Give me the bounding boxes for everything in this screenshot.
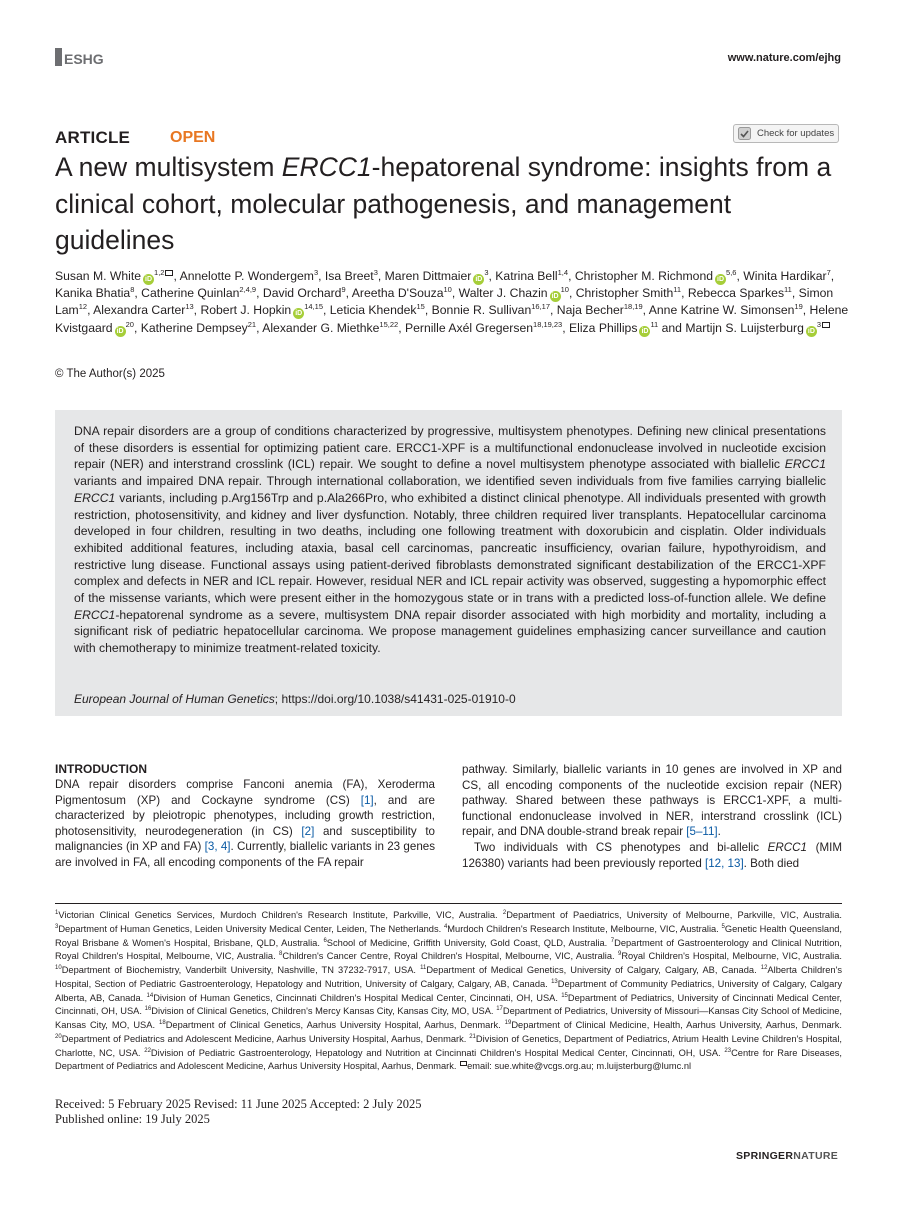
citation-line [74,692,516,706]
affiliation-number: 11 [784,285,792,295]
orcid-icon[interactable]: iD [116,327,124,335]
affiliation-number: 3 [484,267,489,277]
doi-link[interactable]: https://doi.org/10.1038/s41431-025-01910-0 [281,692,516,706]
author[interactable] [180,269,319,283]
author[interactable] [576,286,681,300]
citation-separator: ; [274,692,282,706]
society-logo [55,44,113,70]
author[interactable] [459,286,569,300]
affiliation-number: 18,19,23 [533,319,563,329]
author-name: Maren Dittmaier [384,269,472,283]
text-segment: DNA repair disorders comprise Fanconi anemia (FA), Xeroderma Pigmentosum (XP) and Cockayne syndrome (CS) [55,778,435,807]
reference-link[interactable]: [2] [301,824,315,838]
orcid-icon[interactable]: iD [551,293,559,301]
footnote-number: 10 [55,964,62,971]
text-segment: . Currently, biallelic variants in 23 genes are involved in FA, all encoding components of the FA repair [55,840,436,869]
open-access-label: OPEN [170,129,216,146]
affiliation-text: Department of Medical Genetics, University of Calgary, Calgary, AB, Canada. [426,965,761,975]
abstract-segment: -hepatorenal syndrome as a severe, multisystem DNA repair disorder associated with high morbidity and mortality, including a significant risk of pediatric hepatocellular carcinoma. We propose management guidelines emphasizing cancer surveillance and caution with chemotherapy to minimize treatment-related toxicity. [74,607,826,656]
affiliations-footnote [55,909,842,1074]
email-icon[interactable] [822,322,830,328]
affiliation-number: 13 [185,302,194,312]
author[interactable] [495,269,568,283]
orcid-icon[interactable]: iD [641,327,649,335]
affiliation-number: 3 [816,319,822,329]
text-segment: (MIM 126380) variants had been previously reported [462,840,843,870]
text-segment: . [717,825,721,839]
abstract-gene: ERCC1 [784,457,826,472]
affiliation-text: Division of Clinical Genetics, Children's Mercy Kansas City, Kansas City, MO, USA. [151,1006,497,1017]
affiliation-number: 8 [130,285,135,295]
received-revised-accepted: Received: 5 February 2025 Revised: 11 June 2025 Accepted: 2 July 2025 [55,1097,422,1111]
intro-paragraph-2 [462,840,842,871]
author[interactable] [405,321,562,335]
footnote-number: 3 [55,923,59,930]
author-name: Susan M. White [55,269,142,283]
affiliation-text: Department of Pediatrics, University of Missouri—Kansas City School of Medicine, Kansas City, MO, USA. [55,1006,842,1030]
footnote-number: 22 [144,1047,151,1054]
orcid-icon[interactable]: iD [145,276,153,283]
author-name: Winita Hardikar [743,269,827,283]
abstract-gene: ERCC1 [74,607,116,622]
author-name: Annelotte P. Wondergem [179,269,314,283]
copyright-notice: © The Author(s) 2025 [55,368,165,380]
footnote-number: 2 [502,909,507,916]
article-title [55,149,855,259]
affiliation-number: 18,19 [623,302,643,312]
author-name: Alexandra Carter [93,303,186,318]
email-icon [460,1061,467,1066]
author-name: Martijn S. Luijsterburg [685,320,804,335]
footnote-number: 15 [561,992,568,999]
footnote-number: 4 [443,923,448,930]
affiliation-text: Department of Human Genetics, Leiden University Medical Center, Leiden, The Netherlands. [58,923,444,934]
text-segment: , and are characterized by pleiotropic phenotypes, including growth restriction, photosensitivity, neurodegeneration (in CS) [55,793,435,838]
footnote-number: 12 [760,964,768,971]
reference-link[interactable]: [5–11] [686,825,718,839]
footnote-number: 5 [721,923,725,930]
author-name: Simon Lam [55,286,834,318]
affiliation-number: 14,15 [304,302,323,312]
footnote-number: 13 [551,978,558,985]
gene-name: ERCC1 [767,840,807,854]
footnote-number: 21 [469,1033,476,1040]
footnote-number: 8 [279,951,283,958]
footnote-number: 6 [323,937,327,944]
publisher-logo-part: NATURE [793,1150,839,1162]
footnote-number: 16 [144,1006,152,1013]
orcid-icon[interactable]: iD [717,276,725,283]
title-gene: ERCC1 [281,152,372,182]
introduction-heading: INTRODUCTION [55,762,147,776]
footnote-number: 18 [159,1019,166,1026]
publisher-logo [736,1150,838,1162]
author-conjunction: and [661,320,686,335]
footnote-number: 11 [420,964,427,971]
affiliation-text: Department of Paediatrics, University of Melbourne, Parkville, VIC, Australia. [506,910,842,920]
society-logo-text: ESHG [64,51,104,67]
author-name: David Orchard [262,286,342,301]
affiliation-text: Division of Human Genetics, Cincinnati Children's Hospital Medical Center, Cincinnati, OH, USA. [153,992,562,1003]
author[interactable] [263,286,346,300]
author-name: Christopher Smith [575,286,674,301]
affiliation-text: Genetic Health Queensland, Royal Brisbane & Women's Hospital, Brisbane, QLD, Australia. [55,923,842,948]
intro-column-left [55,777,435,871]
author-name: Areetha D'Souza [351,286,444,301]
publisher-logo-part: SPRINGER [736,1150,794,1162]
author-name: Leticia Khendek [329,303,417,318]
author-name: Isa Breet [324,269,374,283]
intro-paragraph-1a [55,777,435,871]
text-segment: and susceptibility to malignancies (in XP and FA) [55,824,435,854]
affiliation-number: 10 [560,285,569,295]
affiliation-number: 10 [443,285,452,295]
author[interactable] [262,321,398,335]
abstract-segment: variants and impaired DNA repair. Through international collaboration, we identified seven individuals from five families carrying biallelic [74,474,826,489]
affiliation-number: 3 [373,267,378,277]
title-part-1: A new multisystem [55,152,282,182]
author-name: Eliza Phillips [569,320,638,335]
author[interactable] [575,269,737,283]
affiliation-text: Children's Cancer Centre, Royal Children's Hospital, Melbourne, VIC, Australia. [282,951,618,962]
footnote-divider [55,903,842,904]
affiliation-text: Alberta Children's Hospital, Section of Pediatric Gastroenterology, Hepatology and Nutrition, University of Calgary, Calgary, AB, Canada. [55,965,842,989]
author-name: Rebecca Sparkes [687,286,785,301]
affiliation-number: 16,17 [531,302,551,312]
affiliation-text: Department of Gastroenterology and Clinical Nutrition, Royal Children's Hospital, Melbourne, VIC, Australia. [55,937,843,962]
correspondence-emails[interactable]: email: sue.white@vcgs.org.au; m.luijsterburg@lumc.nl [467,1061,692,1072]
author[interactable] [325,269,378,283]
abstract-gene: ERCC1 [74,490,116,505]
update-check-icon [738,127,751,140]
affiliation-number: 1,4 [557,267,569,277]
author[interactable] [141,286,256,300]
author[interactable] [141,321,256,335]
author[interactable] [352,286,452,300]
text-segment: . Both died [743,856,800,870]
affiliation-text: Department of Clinical Genetics, Aarhus University Hospital, Aarhus, Denmark. [165,1020,505,1030]
author[interactable] [330,303,425,317]
title-part-2: -hepatorenal syndrome: insights from a clinical cohort, molecular pathogenesis, and management guidelines [55,152,832,255]
affiliation-text: Department of Pediatrics and Adolescent Medicine, Aarhus University Hospital, Aarhus, Denmark. [61,1033,470,1044]
abstract-segment: variants, including p.Arg156Trp and p.Ala266Pro, who exhibited a distinct clinical phenotype. All individuals presented with growth restriction, photosensitivity, and kidney and liver dysfunction. Notably, three children required liver transplants. Hepatocellular carcinoma developed in four children, resulting in two deaths, including one following treatment with doxorubicin and cisplatin. Older individuals exhibited additional features, including ataxia, basal cell carcinomas, pancreatic insufficiency, ovarian failure, hypothyroidism, and restrictive lung disease. Functional assays using patient-derived fibroblasts demonstrated significant destabilization of the ERCC1-XPF complex and defects in NER and ICL repair. However, residual NER and ICL repair activity was observed, suggesting a hypomorphic effect of the missense variants, which were present either in the homozygous state or in trans with a predicted loss-of-function allele. We define [74,490,826,606]
abstract-text [74,423,826,657]
affiliation-text: Murdoch Children's Research Institute, Melbourne, VIC, Australia. [447,923,722,934]
author-name: Catherine Quinlan [141,286,240,301]
intro-column-right [462,762,842,871]
author[interactable] [569,321,658,335]
publication-dates [55,1097,421,1127]
affiliation-text: Royal Children's Hospital, Melbourne, VIC, Australia. [621,951,842,962]
author-list: Susan M. White iD$^{1,2}$ , Annelotte P. Wondergem$^3$, Isa Breet$^3$, Maren Dittmaier $iD^3$, Katrina Bell$^{1,4}$, Christopher M. Richmond iD$^{5,6}$, Winita Hardikar$^7$, Kanika Bhatia$^8$, Catherine Quinlan$^{2,4,9}$, David Orchard$^9$, Areetha D'Souza$^{10}$, Walter J. Chazin $iD^{10}$, Christopher Smith$^{11}$, Rebecca Sparkes$^{11}$, Simon Lam$^{12}$, Alexandra Carter$^{13}$, Robert J. Hopkin iD$^{14,15}$, Leticia Khendek$^{15}$, Bonnie R. Sullivan$^{16,17}$, Naja Becher$^{18,19}$, Anne Katrine W. Simonsen$^{19}$, Helene Kvistgaard $iD^{20}$, Katherine Dempsey$^{21}$, Alexander G. Miethke$^{15,22}$, Pernille Axél Gregersen$^{18,19,23}$, Eliza Phillips $iD^{11}$ and Martijn S. Luijsterburg $iD^3$ [55,267,849,335]
affiliation-text: Department of Pediatrics, University of Cincinnati Medical Center, Cincinnati, OH, USA. [55,992,842,1017]
author[interactable] [55,286,134,300]
author[interactable] [55,269,173,283]
author[interactable] [688,286,792,300]
footnote-number: 7 [610,937,615,944]
footnote-number: 17 [496,1006,503,1013]
affiliation-number: 5,6 [726,267,737,277]
text-segment: Two individuals with CS phenotypes and bi-allelic [474,840,768,854]
intro-paragraph-1b [462,762,842,840]
footnote-number: 20 [55,1033,62,1040]
affiliation-number: 12 [78,302,88,312]
affiliation-text: Division of Pediatric Gastroenterology, Hepatology and Nutrition at Cincinnati Children's Hospital Medical Center, Cincinnati, OH, USA. [150,1047,725,1058]
reference-link[interactable]: [1] [360,793,374,807]
citation-journal: European Journal of Human Genetics [74,692,275,706]
affiliation-number: 15,22 [379,319,399,329]
author-name: Helene Kvistgaard [55,303,849,335]
author[interactable] [93,303,193,317]
author-name: Naja Becher [556,303,624,318]
author-name: Kanika Bhatia [55,286,131,301]
email-icon[interactable] [165,270,173,276]
author-name: Robert J. Hopkin [200,303,292,318]
reference-link[interactable]: [3, 4] [204,840,231,854]
affiliation-text: School of Medicine, Griffith University, Gold Coast, QLD, Australia. [326,937,611,948]
author[interactable] [685,321,830,335]
affiliation-number: 2,4,9 [239,285,257,295]
author[interactable] [743,269,830,283]
text-segment: pathway. Similarly, biallelic variants in 10 genes are involved in XP and CS, all encoding components of the nucleotide excision repair (NER) pathway. Shared between these pathways is ERCC1-XPF, a multi-functional endonuclease involved in NER, interstrand crosslink (ICL) repair, and DNA double-strand break repair [462,763,842,839]
affiliation-number: 19 [794,302,803,312]
affiliation-text: Department of Community Pediatrics, University of Calgary, Calgary Alberta, AB, Canada. [55,978,842,1003]
author-name: Anne Katrine W. Simonsen [648,303,795,318]
affiliation-number: 11 [673,285,682,295]
orcid-icon[interactable]: iD [807,327,815,335]
author-name: Christopher M. Richmond [574,269,714,283]
article-type-label: ARTICLE [55,128,131,147]
footnote-number: 19 [504,1019,512,1026]
journal-url-link[interactable]: www.nature.com/ejhg [727,52,841,64]
author-name: Katherine Dempsey [140,320,248,335]
affiliation-number: 21 [247,319,257,329]
affiliation-text: Division of Genetics, Department of Pediatrics, Atrium Health Levine Children's Hospital, Charlotte, NC, USA. [55,1033,842,1058]
affiliation-number: 7 [826,267,831,277]
affiliation-number: 1,2 [154,267,165,277]
check-for-updates-label: Check for updates [757,128,835,139]
footnote-number: 1 [55,909,59,916]
author-name: Bonnie R. Sullivan [431,303,532,318]
author[interactable] [557,303,643,317]
affiliation-text: Department of Biochemistry, Vanderbilt University, Nashville, TN 37232-7917, USA. [61,965,421,975]
author-name: Walter J. Chazin [458,286,548,301]
affiliation-number: 11 [650,319,659,329]
author[interactable] [200,303,323,317]
affiliation-text: Department of Clinical Medicine, Health, Aarhus University, Aarhus, Denmark. [511,1020,842,1030]
affiliation-number: 20 [125,319,134,329]
author[interactable] [432,303,550,317]
footnote-number: 23 [724,1047,732,1054]
author-name: Katrina Bell [495,269,558,283]
affiliation-number: 3 [313,267,319,277]
abstract-segment: DNA repair disorders are a group of conditions characterized by progressive, multisystem phenotypes. Defining new clinical presentations of these disorders is essential for optimizing patient care. ERCC1-XPF is a multifunctional endonuclease involved in nucleotide excision repair (NER) and interstrand crosslink (ICL) repair. We sought to define a novel multisystem phenotype associated with biallelic [74,424,826,472]
reference-link[interactable]: [12, 13] [704,856,744,870]
affiliation-text: Victorian Clinical Genetics Services, Murdoch Children's Research Institute, Parkville, VIC, Australia. [58,910,503,920]
author-name: Pernille Axél Gregersen [404,320,534,335]
published-online: Published online: 19 July 2025 [55,1112,210,1126]
footnote-number: 14 [146,992,154,999]
footnote-number: 9 [618,951,622,958]
orcid-icon[interactable]: iD [295,310,303,318]
author[interactable] [649,303,803,317]
affiliation-number: 15 [416,302,425,312]
check-for-updates-button[interactable] [733,124,839,143]
affiliation-text: Centre for Rare Diseases, Department of Pediatrics and Adolescent Medicine, Aarhus University Hospital, Aarhus, Denmark. [55,1047,843,1072]
affiliation-number: 9 [341,285,346,295]
author[interactable] [385,269,489,283]
orcid-icon[interactable]: iD [475,276,483,283]
author-name: Alexander G. Miethke [262,320,380,335]
